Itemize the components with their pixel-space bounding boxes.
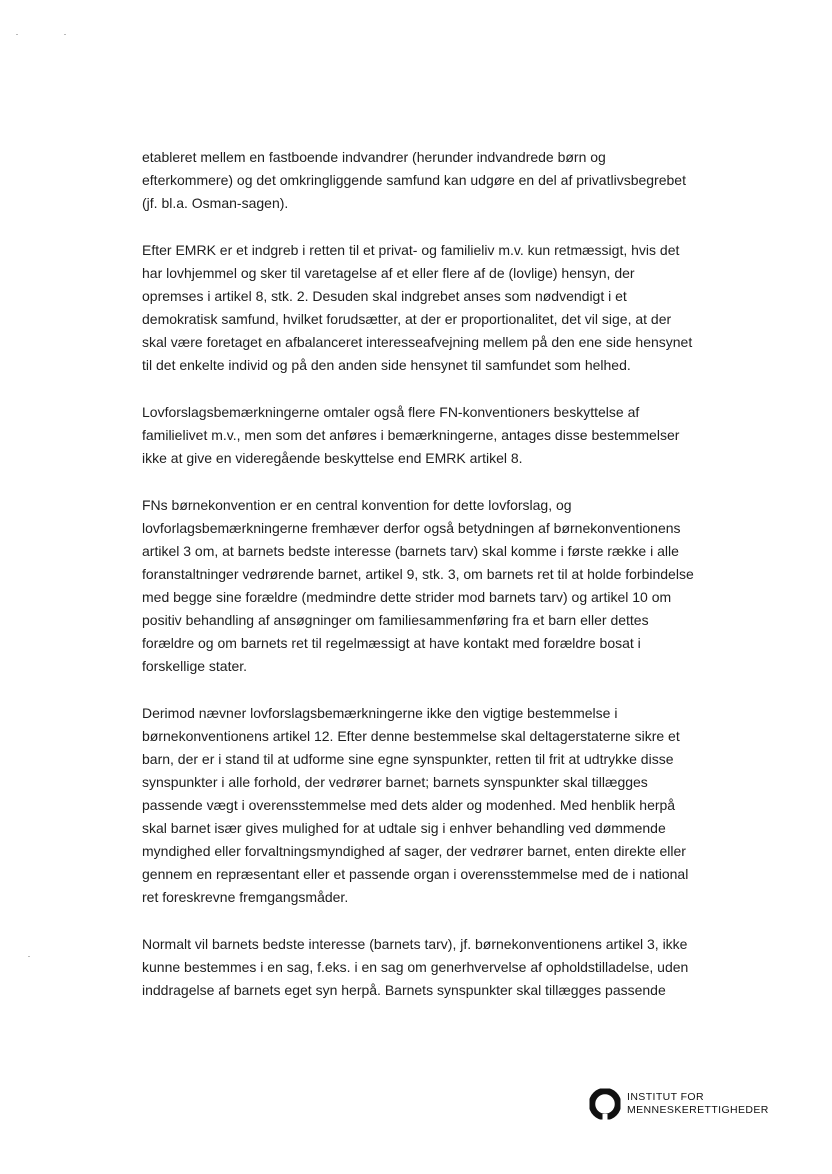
text-line: børnekonventionens artikel 12. Efter denne bestemmelse skal deltagerstaterne sikre et [142, 728, 680, 744]
logo-line-2: MENNESKERETTIGHEDER [627, 1104, 769, 1116]
text-line: med begge sine forældre (medmindre dette strider mod barnets tarv) og artikel 10 om [142, 589, 672, 605]
text-line: gennem en repræsentant eller et passende organ i overensstemmelse med de i national [142, 866, 689, 882]
text-line: forskellige stater. [142, 658, 248, 674]
text-line: ret foreskrevne fremgangsmåder. [142, 889, 349, 905]
paragraph-privatliv [142, 146, 702, 215]
text-line: skal barnet især gives mulighed for at udtale sig i enhver behandling ved dømmende [142, 820, 666, 836]
text-line: synspunkter i alle forhold, der vedrører barnet; barnets synspunkter skal tillægges [142, 774, 648, 790]
scan-artifact [64, 34, 66, 35]
text-line: Normalt vil barnets bedste interesse (barnets tarv), jf. børnekonventionens artikel 3, ikke [142, 936, 688, 952]
text-line: myndighed eller forvaltningsmyndighed af sager, der vedrører barnet, enten direkte eller [142, 843, 686, 859]
text-line: Efter EMRK er et indgreb i retten til et privat- og familieliv m.v. kun retmæssigt, hvis det [142, 242, 680, 258]
text-line: skal være foretaget en afbalanceret interesseafvejning mellem på den ene side hensynet [142, 334, 693, 350]
paragraph-boernekonvention [142, 494, 702, 678]
text-line: artikel 3 om, at barnets bedste interesse (barnets tarv) skal komme i første række i alle [142, 543, 679, 559]
text-line: ikke at give en videregående beskyttelse end EMRK artikel 8. [142, 450, 523, 466]
text-line: FNs børnekonvention er en central konvention for dette lovforslag, og [142, 497, 572, 513]
logo-line-1: INSTITUT FOR [627, 1091, 704, 1103]
paragraph-barnets-tarv [142, 933, 702, 1002]
paragraph-fn-konventioner [142, 401, 702, 470]
text-line: demokratisk samfund, hvilket forudsætter, at der er proportionalitet, det vil sige, at der [142, 311, 672, 327]
text-line: til det enkelte individ og på den anden side hensynet til samfundet som helhed. [142, 357, 631, 373]
text-line: barn, der er i stand til at udforme sine egne synspunkter, retten til frit at udtrykke disse [142, 751, 674, 767]
text-line: Derimod nævner lovforslagsbemærkningerne ikke den vigtige bestemmelse i [142, 705, 618, 721]
text-line: etableret mellem en fastboende indvandrer (herunder indvandrede børn og [142, 149, 606, 165]
text-line: Lovforslagsbemærkningerne omtaler også flere FN-konventioners beskyttelse af [142, 404, 640, 420]
text-line: har lovhjemmel og sker til varetagelse af et eller flere af de (lovlige) hensyn, der [142, 265, 635, 281]
text-line: foranstaltninger vedrørende barnet, artikel 9, stk. 3, om barnets ret til at holde forbindelse [142, 566, 694, 582]
text-line: kunne bestemmes i en sag, f.eks. i en sag om generhvervelse af opholdstilladelse, uden [142, 959, 689, 975]
text-line: (jf. bl.a. Osman-sagen). [142, 195, 289, 211]
scan-artifact [16, 34, 18, 35]
text-line: positiv behandling af ansøgninger om familiesammenføring fra et barn eller dettes [142, 612, 649, 628]
logo-wordmark [627, 1091, 769, 1117]
text-line: opremses i artikel 8, stk. 2. Desuden skal indgrebet anses som nødvendigt i et [142, 288, 627, 304]
text-line: efterkommere) og det omkringliggende samfund kan udgøre en del af privatlivsbegrebet [142, 172, 686, 188]
text-line: familielivet m.v., men som det anføres i bemærkningerne, antages disse bestemmelser [142, 427, 680, 443]
paragraph-emrk-indgreb [142, 239, 702, 377]
paragraph-artikel-12 [142, 702, 702, 909]
text-line: passende vægt i overensstemmelse med dets alder og modenhed. Med henblik herpå [142, 797, 676, 813]
text-line: forældre og om barnets ret til regelmæssigt at have kontakt med forældre bosat i [142, 635, 641, 651]
institute-ring-logo-icon [588, 1087, 622, 1121]
text-line: inddragelse af barnets eget syn herpå. Barnets synspunkter skal tillægges passende [142, 982, 666, 998]
document-body [142, 146, 702, 1026]
institute-logo [588, 1087, 769, 1121]
text-line: lovforlagsbemærkningerne fremhæver derfor også betydningen af børnekonventionens [142, 520, 681, 536]
scan-artifact [28, 956, 30, 957]
